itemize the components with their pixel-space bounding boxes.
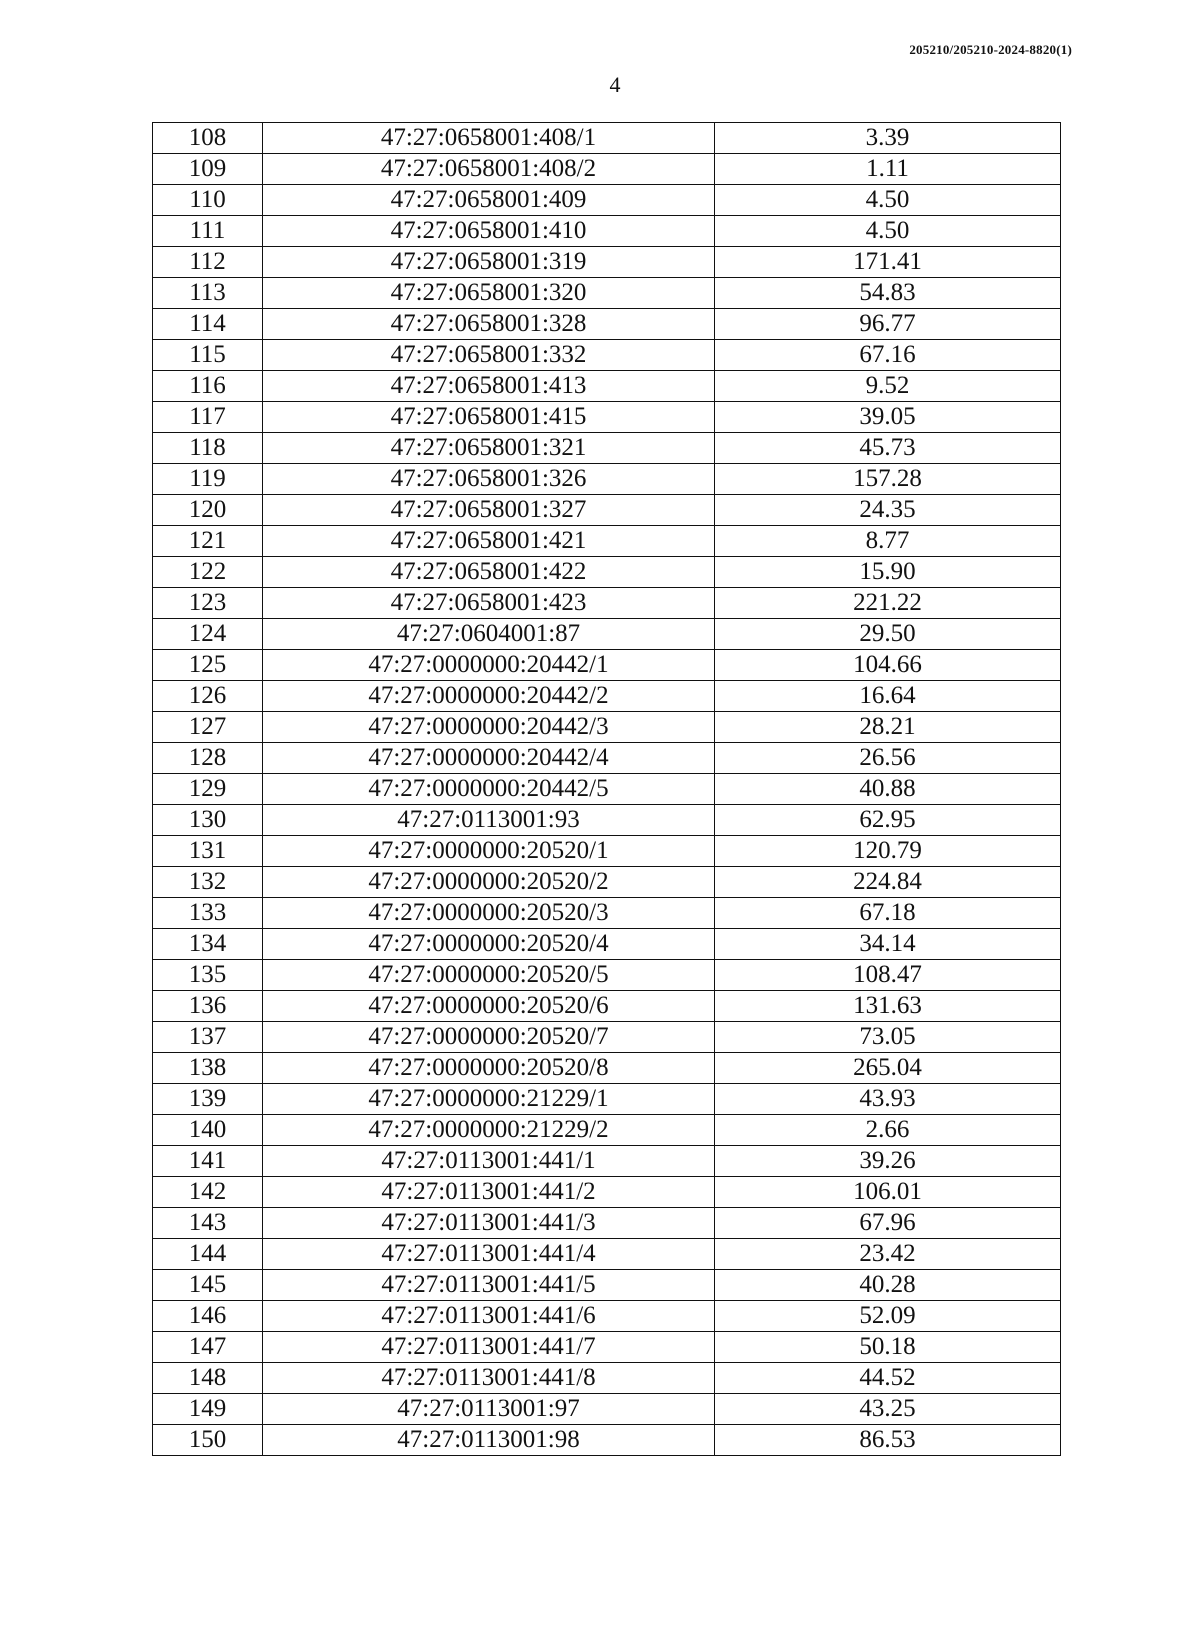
area-value-cell: 106.01 (715, 1177, 1061, 1208)
table-row (153, 774, 1061, 805)
cadastral-number-cell: 47:27:0000000:20442/5 (263, 774, 715, 805)
table-row (153, 154, 1061, 185)
row-number-cell: 146 (153, 1301, 263, 1332)
row-number-cell: 109 (153, 154, 263, 185)
cadastral-number-cell: 47:27:0000000:20520/4 (263, 929, 715, 960)
table-row (153, 1239, 1061, 1270)
table-row (153, 402, 1061, 433)
cadastral-number-cell: 47:27:0658001:327 (263, 495, 715, 526)
table-row (153, 991, 1061, 1022)
table-row (153, 1022, 1061, 1053)
row-number-cell: 145 (153, 1270, 263, 1301)
parcels-table (152, 122, 1061, 1456)
row-number-cell: 129 (153, 774, 263, 805)
cadastral-number-cell: 47:27:0000000:20442/2 (263, 681, 715, 712)
cadastral-number-cell: 47:27:0113001:441/2 (263, 1177, 715, 1208)
row-number-cell: 108 (153, 123, 263, 154)
table-row (153, 309, 1061, 340)
area-value-cell: 131.63 (715, 991, 1061, 1022)
area-value-cell: 73.05 (715, 1022, 1061, 1053)
table-row (153, 1115, 1061, 1146)
cadastral-number-cell: 47:27:0113001:441/6 (263, 1301, 715, 1332)
cadastral-number-cell: 47:27:0000000:21229/2 (263, 1115, 715, 1146)
table-row (153, 247, 1061, 278)
cadastral-number-cell: 47:27:0658001:415 (263, 402, 715, 433)
row-number-cell: 117 (153, 402, 263, 433)
table-row (153, 650, 1061, 681)
table-row (153, 1177, 1061, 1208)
area-value-cell: 2.66 (715, 1115, 1061, 1146)
area-value-cell: 104.66 (715, 650, 1061, 681)
table-row (153, 557, 1061, 588)
row-number-cell: 140 (153, 1115, 263, 1146)
row-number-cell: 120 (153, 495, 263, 526)
cadastral-number-cell: 47:27:0113001:441/3 (263, 1208, 715, 1239)
area-value-cell: 34.14 (715, 929, 1061, 960)
table-row (153, 371, 1061, 402)
area-value-cell: 16.64 (715, 681, 1061, 712)
row-number-cell: 144 (153, 1239, 263, 1270)
row-number-cell: 118 (153, 433, 263, 464)
area-value-cell: 3.39 (715, 123, 1061, 154)
area-value-cell: 171.41 (715, 247, 1061, 278)
cadastral-number-cell: 47:27:0113001:98 (263, 1425, 715, 1456)
row-number-cell: 141 (153, 1146, 263, 1177)
area-value-cell: 40.28 (715, 1270, 1061, 1301)
area-value-cell: 67.16 (715, 340, 1061, 371)
cadastral-number-cell: 47:27:0658001:422 (263, 557, 715, 588)
row-number-cell: 111 (153, 216, 263, 247)
area-value-cell: 39.05 (715, 402, 1061, 433)
area-value-cell: 62.95 (715, 805, 1061, 836)
cadastral-number-cell: 47:27:0113001:441/7 (263, 1332, 715, 1363)
area-value-cell: 1.11 (715, 154, 1061, 185)
row-number-cell: 121 (153, 526, 263, 557)
area-value-cell: 52.09 (715, 1301, 1061, 1332)
area-value-cell: 9.52 (715, 371, 1061, 402)
row-number-cell: 136 (153, 991, 263, 1022)
row-number-cell: 119 (153, 464, 263, 495)
area-value-cell: 4.50 (715, 185, 1061, 216)
row-number-cell: 135 (153, 960, 263, 991)
area-value-cell: 54.83 (715, 278, 1061, 309)
cadastral-number-cell: 47:27:0658001:421 (263, 526, 715, 557)
table-row (153, 464, 1061, 495)
table-row (153, 681, 1061, 712)
row-number-cell: 150 (153, 1425, 263, 1456)
cadastral-number-cell: 47:27:0000000:20442/1 (263, 650, 715, 681)
page-number: 4 (609, 72, 621, 97)
cadastral-number-cell: 47:27:0658001:409 (263, 185, 715, 216)
table-row (153, 1332, 1061, 1363)
area-value-cell: 221.22 (715, 588, 1061, 619)
table-row (153, 185, 1061, 216)
area-value-cell: 28.21 (715, 712, 1061, 743)
table-row (153, 123, 1061, 154)
table-row (153, 495, 1061, 526)
row-number-cell: 138 (153, 1053, 263, 1084)
cadastral-number-cell: 47:27:0658001:320 (263, 278, 715, 309)
cadastral-number-cell: 47:27:0000000:20520/3 (263, 898, 715, 929)
area-value-cell: 120.79 (715, 836, 1061, 867)
area-value-cell: 265.04 (715, 1053, 1061, 1084)
row-number-cell: 139 (153, 1084, 263, 1115)
table-row (153, 1208, 1061, 1239)
table-row (153, 1394, 1061, 1425)
cadastral-number-cell: 47:27:0658001:321 (263, 433, 715, 464)
area-value-cell: 26.56 (715, 743, 1061, 774)
table-row (153, 929, 1061, 960)
cadastral-number-cell: 47:27:0658001:328 (263, 309, 715, 340)
cadastral-number-cell: 47:27:0113001:441/4 (263, 1239, 715, 1270)
row-number-cell: 124 (153, 619, 263, 650)
cadastral-number-cell: 47:27:0658001:410 (263, 216, 715, 247)
row-number-cell: 110 (153, 185, 263, 216)
row-number-cell: 142 (153, 1177, 263, 1208)
table-row (153, 1084, 1061, 1115)
row-number-cell: 116 (153, 371, 263, 402)
row-number-cell: 114 (153, 309, 263, 340)
table-row (153, 433, 1061, 464)
table-row (153, 743, 1061, 774)
table-row (153, 1301, 1061, 1332)
row-number-cell: 147 (153, 1332, 263, 1363)
area-value-cell: 24.35 (715, 495, 1061, 526)
area-value-cell: 43.25 (715, 1394, 1061, 1425)
area-value-cell: 40.88 (715, 774, 1061, 805)
row-number-cell: 112 (153, 247, 263, 278)
area-value-cell: 86.53 (715, 1425, 1061, 1456)
table-row (153, 1425, 1061, 1456)
cadastral-number-cell: 47:27:0658001:326 (263, 464, 715, 495)
cadastral-number-cell: 47:27:0000000:20520/6 (263, 991, 715, 1022)
document-reference: 205210/205210-2024-8820(1) (909, 42, 1072, 57)
table-row (153, 805, 1061, 836)
area-value-cell: 8.77 (715, 526, 1061, 557)
table-row (153, 1146, 1061, 1177)
row-number-cell: 130 (153, 805, 263, 836)
area-value-cell: 23.42 (715, 1239, 1061, 1270)
row-number-cell: 113 (153, 278, 263, 309)
table-row (153, 1363, 1061, 1394)
row-number-cell: 128 (153, 743, 263, 774)
area-value-cell: 43.93 (715, 1084, 1061, 1115)
area-value-cell: 45.73 (715, 433, 1061, 464)
cadastral-number-cell: 47:27:0113001:441/5 (263, 1270, 715, 1301)
row-number-cell: 125 (153, 650, 263, 681)
row-number-cell: 132 (153, 867, 263, 898)
area-value-cell: 108.47 (715, 960, 1061, 991)
cadastral-number-cell: 47:27:0658001:319 (263, 247, 715, 278)
area-value-cell: 44.52 (715, 1363, 1061, 1394)
area-value-cell: 96.77 (715, 309, 1061, 340)
area-value-cell: 29.50 (715, 619, 1061, 650)
table-row (153, 898, 1061, 929)
cadastral-number-cell: 47:27:0113001:93 (263, 805, 715, 836)
row-number-cell: 122 (153, 557, 263, 588)
cadastral-number-cell: 47:27:0658001:408/2 (263, 154, 715, 185)
row-number-cell: 133 (153, 898, 263, 929)
cadastral-number-cell: 47:27:0000000:20520/8 (263, 1053, 715, 1084)
area-value-cell: 39.26 (715, 1146, 1061, 1177)
cadastral-number-cell: 47:27:0658001:423 (263, 588, 715, 619)
cadastral-number-cell: 47:27:0000000:20520/7 (263, 1022, 715, 1053)
table-row (153, 216, 1061, 247)
row-number-cell: 127 (153, 712, 263, 743)
row-number-cell: 149 (153, 1394, 263, 1425)
cadastral-number-cell: 47:27:0604001:87 (263, 619, 715, 650)
cadastral-number-cell: 47:27:0658001:332 (263, 340, 715, 371)
table-row (153, 619, 1061, 650)
cadastral-number-cell: 47:27:0000000:20520/5 (263, 960, 715, 991)
row-number-cell: 148 (153, 1363, 263, 1394)
table-row (153, 836, 1061, 867)
cadastral-number-cell: 47:27:0658001:408/1 (263, 123, 715, 154)
table-row (153, 960, 1061, 991)
cadastral-number-cell: 47:27:0000000:20520/1 (263, 836, 715, 867)
area-value-cell: 224.84 (715, 867, 1061, 898)
row-number-cell: 123 (153, 588, 263, 619)
row-number-cell: 115 (153, 340, 263, 371)
table-row (153, 867, 1061, 898)
area-value-cell: 4.50 (715, 216, 1061, 247)
table-row (153, 526, 1061, 557)
row-number-cell: 134 (153, 929, 263, 960)
table-row (153, 712, 1061, 743)
row-number-cell: 137 (153, 1022, 263, 1053)
cadastral-number-cell: 47:27:0000000:21229/1 (263, 1084, 715, 1115)
row-number-cell: 131 (153, 836, 263, 867)
table-row (153, 588, 1061, 619)
table-row (153, 278, 1061, 309)
cadastral-number-cell: 47:27:0113001:97 (263, 1394, 715, 1425)
cadastral-number-cell: 47:27:0000000:20442/4 (263, 743, 715, 774)
table-row (153, 1270, 1061, 1301)
cadastral-number-cell: 47:27:0658001:413 (263, 371, 715, 402)
parcels-table-body (153, 123, 1061, 1456)
area-value-cell: 67.96 (715, 1208, 1061, 1239)
area-value-cell: 15.90 (715, 557, 1061, 588)
table-row (153, 340, 1061, 371)
cadastral-number-cell: 47:27:0113001:441/1 (263, 1146, 715, 1177)
row-number-cell: 143 (153, 1208, 263, 1239)
area-value-cell: 67.18 (715, 898, 1061, 929)
row-number-cell: 126 (153, 681, 263, 712)
cadastral-number-cell: 47:27:0000000:20520/2 (263, 867, 715, 898)
cadastral-number-cell: 47:27:0113001:441/8 (263, 1363, 715, 1394)
area-value-cell: 157.28 (715, 464, 1061, 495)
cadastral-number-cell: 47:27:0000000:20442/3 (263, 712, 715, 743)
table-row (153, 1053, 1061, 1084)
area-value-cell: 50.18 (715, 1332, 1061, 1363)
